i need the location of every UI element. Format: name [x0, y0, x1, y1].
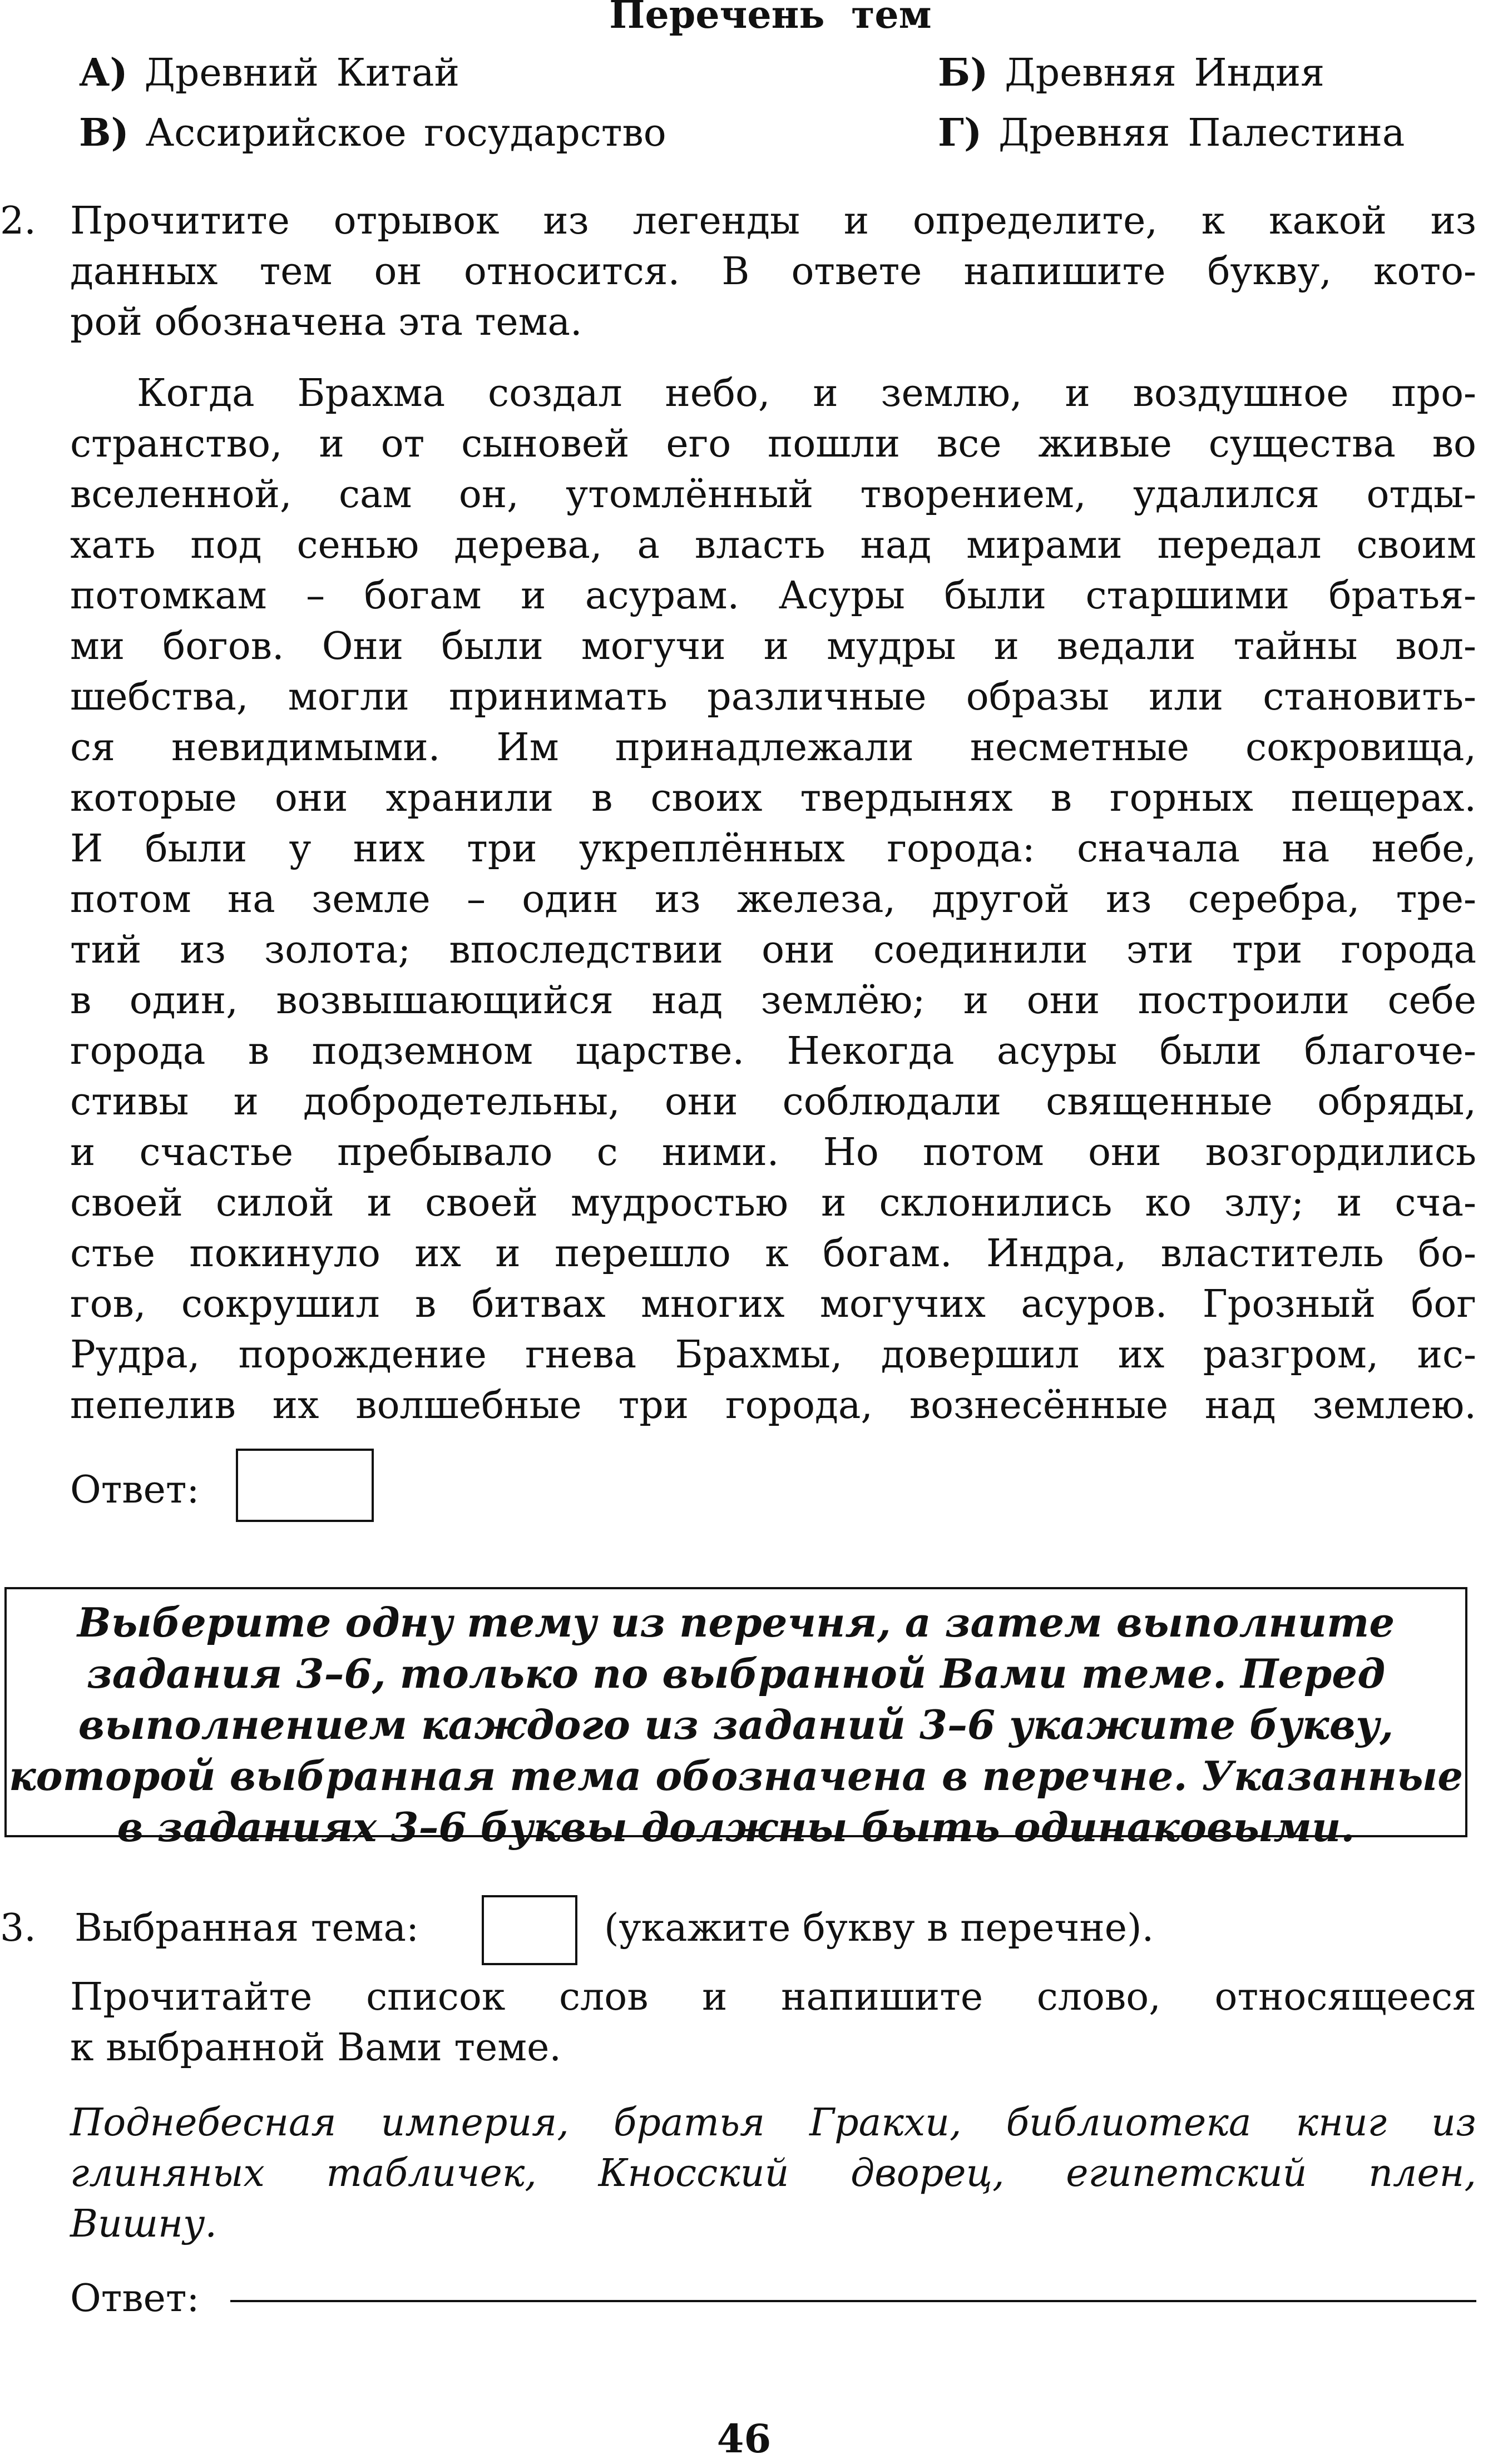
- legend-line: стье покинуло их и перешло к богам. Индра, властитель бо-: [70, 1232, 1476, 1276]
- legend-line: стивы и добродетельны, они соблюдали священные обряды,: [70, 1080, 1476, 1124]
- task-3-question: [70, 1972, 1476, 2073]
- task-2-answer-box[interactable]: [236, 1449, 374, 1522]
- topic-label: Древний Китай: [144, 51, 459, 95]
- legend-line: И были у них три укреплённых города: сначала на небе,: [70, 827, 1476, 871]
- topic-key: Б): [938, 51, 988, 95]
- topic-g: [938, 108, 1405, 158]
- task-2-answer-label: Ответ:: [70, 1468, 200, 1512]
- topic-key: В): [79, 111, 129, 155]
- task-3-answer-label: Ответ:: [70, 2277, 200, 2321]
- task-3-number: 3.: [0, 1906, 36, 1950]
- page-number: 46: [716, 2416, 772, 2462]
- legend-line: тий из золота; впоследствии они соединили эти три города: [70, 928, 1476, 972]
- legend-line: ся невидимыми. Им принадлежали несметные сокровища,: [70, 726, 1476, 770]
- legend-line: гов, сокрушил в битвах многих могучих асуров. Грозный бог: [70, 1282, 1476, 1326]
- chosen-topic-label: Выбранная тема:: [75, 1906, 419, 1950]
- legend-line: в один, возвышающийся над землёю; и они построили себе: [70, 979, 1476, 1023]
- topic-b: [938, 48, 1324, 98]
- task-2-number: 2.: [0, 199, 36, 243]
- topic-key: А): [79, 51, 128, 95]
- chosen-topic-box[interactable]: [482, 1895, 577, 1965]
- question-line: к выбранной Вами теме.: [70, 2026, 562, 2070]
- legend-line: ми богов. Они были могучи и мудры и ведали тайны вол-: [70, 624, 1476, 668]
- word-list-line: Вишну.: [70, 2202, 217, 2246]
- word-list-line: Поднебесная империя, братья Гракхи, библиотека книг из: [70, 2101, 1476, 2145]
- task-3-answer-line[interactable]: [230, 2300, 1476, 2302]
- legend-line: странство, и от сыновей его пошли все живые существа во: [70, 422, 1476, 466]
- legend-line: вселенной, сам он, утомлённый творением, удалился отды-: [70, 473, 1476, 517]
- legend-line: Когда Брахма создал небо, и землю, и воздушное про-: [137, 371, 1476, 415]
- topic-a: [79, 48, 459, 98]
- chosen-topic-hint: (укажите букву в перечне).: [604, 1906, 1154, 1950]
- instruction-line: Выберите одну тему из перечня, а затем выполните: [77, 1599, 1395, 1646]
- legend-line: шебства, могли принимать различные образы или становить-: [70, 675, 1476, 719]
- topic-label: Ассирийское государство: [145, 111, 666, 155]
- legend-line: своей силой и своей мудростью и склонились ко злу; и сча-: [70, 1181, 1476, 1225]
- word-list: [70, 2098, 1476, 2249]
- legend-line: потом на земле – один из железа, другой из серебра, тре-: [70, 877, 1476, 921]
- instruction-line: выполнением каждого из заданий 3–6 укажите букву,: [78, 1701, 1394, 1748]
- question-line: Прочитите отрывок из легенды и определите, к какой из: [70, 199, 1476, 243]
- legend-line: и счастье пребывало с ними. Но потом они возгордились: [70, 1131, 1476, 1174]
- topic-v: [79, 108, 666, 158]
- word-list-line: глиняных табличек, Кносский дворец, египетский плен,: [70, 2151, 1476, 2195]
- legend-line: потомкам – богам и асурам. Асуры были старшими братья-: [70, 574, 1476, 618]
- legend-line: города в подземном царстве. Некогда асуры были благоче-: [70, 1029, 1476, 1073]
- instruction-box: [4, 1587, 1467, 1851]
- task-2-question: [70, 196, 1476, 348]
- page-title: Перечень тем: [609, 0, 932, 37]
- instruction-line: в заданиях 3–6 буквы должны быть одинаковыми.: [117, 1803, 1355, 1851]
- question-line: данных тем он относится. В ответе напишите букву, кото-: [70, 250, 1476, 294]
- topic-key: Г): [938, 111, 982, 155]
- instruction-line: которой выбранная тема обозначена в перечне. Указанные: [8, 1752, 1464, 1799]
- topic-label: Древняя Палестина: [998, 111, 1405, 155]
- legend-text: [70, 368, 1476, 1431]
- legend-line: пепелив их волшебные три города, вознесённые над землею.: [70, 1384, 1476, 1427]
- legend-line: Рудра, порождение гнева Брахмы, довершил их разгром, ис-: [70, 1333, 1476, 1377]
- topic-label: Древняя Индия: [1005, 51, 1325, 95]
- question-line: Прочитайте список слов и напишите слово, относящееся: [70, 1975, 1476, 2019]
- instruction-line: задания 3–6, только по выбранной Вами теме. Перед: [86, 1650, 1386, 1697]
- legend-line: хать под сенью дерева, а власть над мирами передал своим: [70, 523, 1476, 567]
- legend-line: которые они хранили в своих твердынях в горных пещерах.: [70, 776, 1476, 820]
- question-line: рой обозначена эта тема.: [70, 300, 582, 344]
